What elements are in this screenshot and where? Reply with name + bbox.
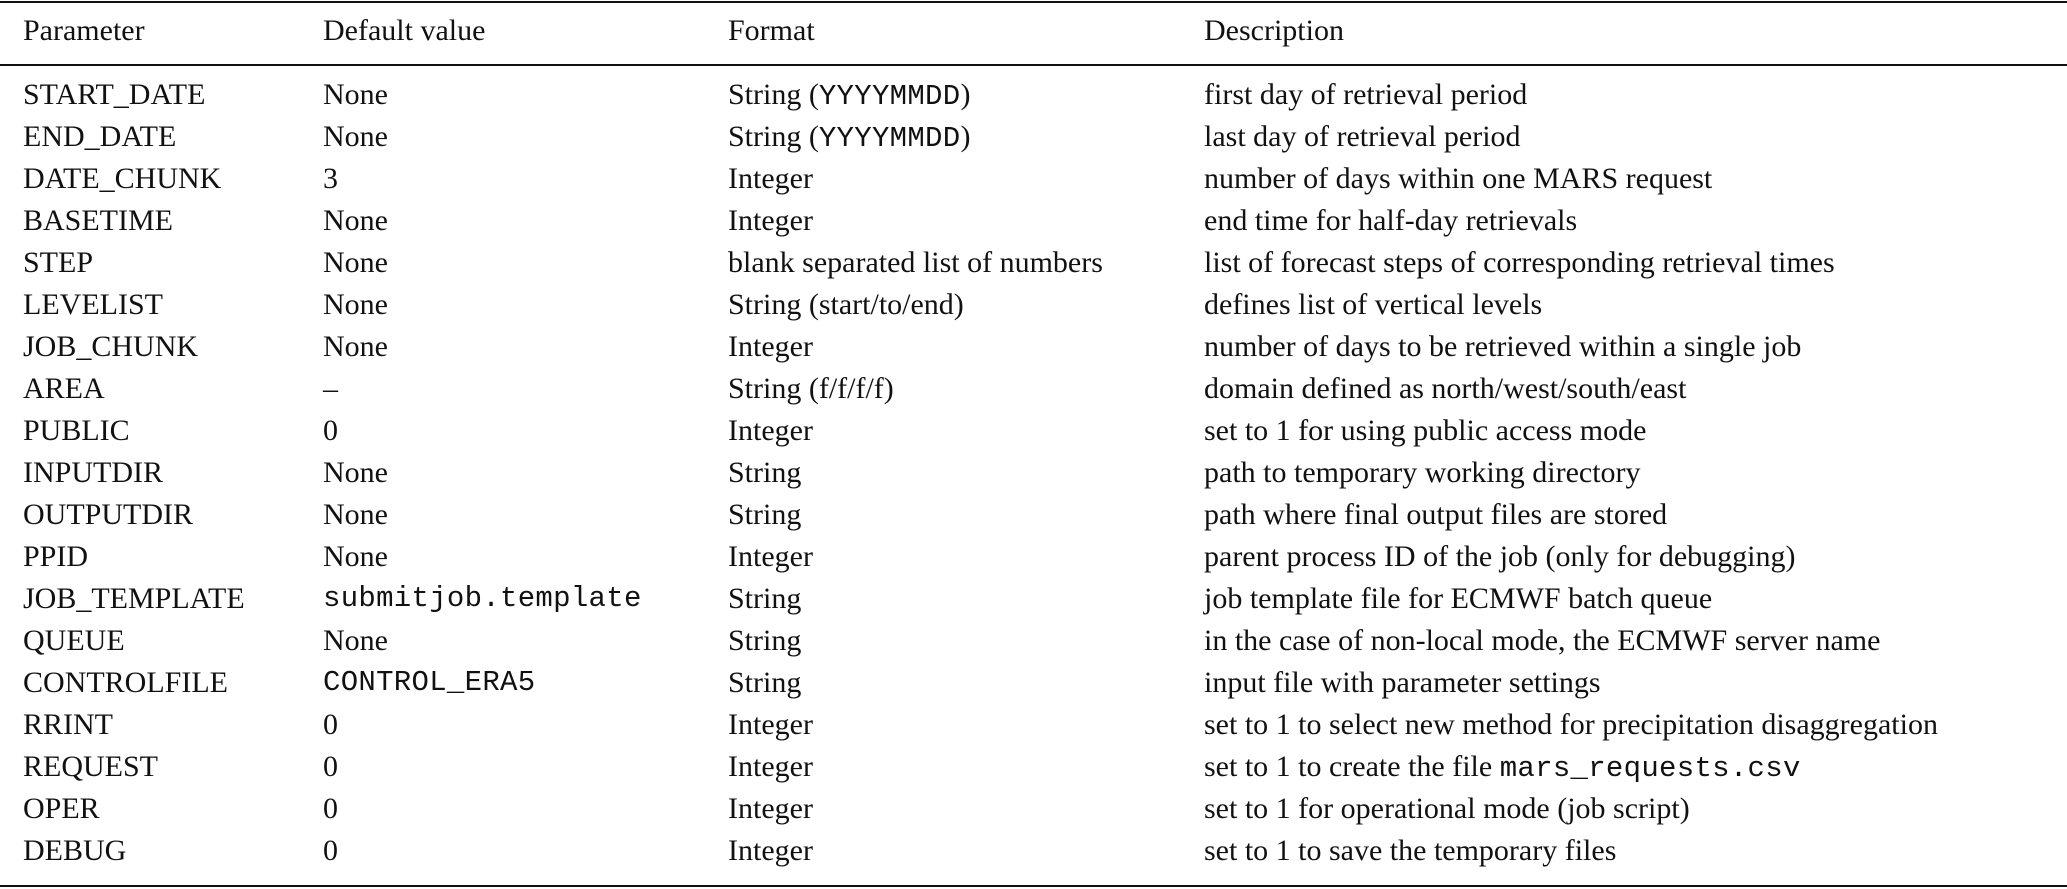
table-row bbox=[0, 368, 2067, 410]
cell-parameter: DEBUG bbox=[23, 834, 127, 867]
description-text: job template file for ECMWF batch queue bbox=[1204, 582, 1713, 615]
format-text: Integer bbox=[728, 750, 813, 783]
description-text: path where final output files are stored bbox=[1204, 498, 1668, 531]
format-text: String bbox=[728, 456, 802, 489]
format-text: String bbox=[728, 582, 802, 615]
description-text: path to temporary working directory bbox=[1204, 456, 1641, 489]
format-text: String bbox=[728, 498, 802, 531]
description-text: set to 1 for operational mode (job script) bbox=[1204, 792, 1690, 825]
cell-parameter: BASETIME bbox=[23, 204, 173, 237]
format-text: String bbox=[728, 624, 802, 657]
format-text: String bbox=[728, 666, 802, 699]
table-row bbox=[0, 494, 2067, 536]
cell-format bbox=[728, 284, 964, 326]
format-text: String (f/f/f/f) bbox=[728, 372, 894, 405]
table-row bbox=[0, 788, 2067, 830]
table-header-rule bbox=[0, 64, 2067, 66]
cell-description bbox=[1204, 788, 1690, 830]
cell-default-value: 0 bbox=[323, 792, 338, 825]
description-text: input file with parameter settings bbox=[1204, 666, 1601, 699]
cell-description bbox=[1204, 326, 1801, 368]
table-row bbox=[0, 326, 2067, 368]
cell-parameter: CONTROLFILE bbox=[23, 666, 228, 699]
table-row bbox=[0, 536, 2067, 578]
cell-parameter: PUBLIC bbox=[23, 414, 130, 447]
cell-default-value: None bbox=[323, 288, 388, 321]
table-row bbox=[0, 410, 2067, 452]
cell-parameter: RRINT bbox=[23, 708, 113, 741]
description-text: end time for half-day retrievals bbox=[1204, 204, 1578, 237]
format-text: Integer bbox=[728, 834, 813, 867]
cell-format bbox=[728, 242, 1103, 284]
table-row bbox=[0, 116, 2067, 158]
cell-parameter: END_DATE bbox=[23, 120, 177, 153]
format-text: blank separated list of numbers bbox=[728, 246, 1103, 279]
description-text: list of forecast steps of corresponding retrieval times bbox=[1204, 246, 1835, 279]
format-text-after: ) bbox=[960, 120, 971, 153]
format-text: Integer bbox=[728, 414, 813, 447]
cell-parameter: STEP bbox=[23, 246, 94, 279]
cell-format bbox=[728, 368, 894, 410]
description-text: set to 1 to save the temporary files bbox=[1204, 834, 1617, 867]
format-text: String (start/to/end) bbox=[728, 288, 964, 321]
cell-default-value: None bbox=[323, 204, 388, 237]
cell-format bbox=[728, 746, 813, 788]
format-code: YYYYMMDD bbox=[818, 80, 961, 113]
format-text: Integer bbox=[728, 708, 813, 741]
header-default-value: Default value bbox=[323, 14, 486, 47]
description-text: domain defined as north/west/south/east bbox=[1204, 372, 1687, 405]
cell-parameter: AREA bbox=[23, 372, 105, 405]
cell-parameter: OUTPUTDIR bbox=[23, 498, 193, 531]
cell-format bbox=[728, 662, 801, 704]
table-row bbox=[0, 284, 2067, 326]
table-row bbox=[0, 620, 2067, 662]
cell-description bbox=[1204, 578, 1712, 620]
cell-parameter: LEVELIST bbox=[23, 288, 163, 321]
cell-format bbox=[728, 494, 801, 536]
cell-format bbox=[728, 116, 970, 158]
cell-parameter: START_DATE bbox=[23, 78, 206, 111]
cell-parameter: OPER bbox=[23, 792, 100, 825]
cell-format bbox=[728, 74, 970, 116]
header-parameter: Parameter bbox=[23, 14, 145, 47]
cell-default-value: None bbox=[323, 330, 388, 363]
format-text: String ( bbox=[728, 78, 819, 111]
cell-default-value: None bbox=[323, 78, 388, 111]
cell-description bbox=[1204, 620, 1880, 662]
table-row bbox=[0, 200, 2067, 242]
format-text: String ( bbox=[728, 120, 819, 153]
cell-default-value: None bbox=[323, 120, 388, 153]
cell-description bbox=[1204, 746, 1801, 788]
cell-format bbox=[728, 452, 801, 494]
cell-description bbox=[1204, 200, 1577, 242]
cell-description bbox=[1204, 116, 1521, 158]
cell-default-value: None bbox=[323, 624, 388, 657]
cell-default-value: None bbox=[323, 540, 388, 573]
format-code: YYYYMMDD bbox=[818, 122, 961, 155]
cell-description bbox=[1204, 242, 1835, 284]
description-text: last day of retrieval period bbox=[1204, 120, 1521, 153]
description-text: set to 1 for using public access mode bbox=[1204, 414, 1647, 447]
cell-default-value: CONTROL_ERA5 bbox=[323, 666, 536, 699]
table-row bbox=[0, 746, 2067, 788]
cell-default-value: – bbox=[323, 372, 338, 405]
cell-description bbox=[1204, 368, 1686, 410]
table-row bbox=[0, 830, 2067, 872]
cell-description bbox=[1204, 158, 1712, 200]
cell-format bbox=[728, 788, 813, 830]
cell-description bbox=[1204, 74, 1527, 116]
format-text: Integer bbox=[728, 204, 813, 237]
cell-parameter: JOB_CHUNK bbox=[23, 330, 199, 363]
description-text: parent process ID of the job (only for debugging) bbox=[1204, 540, 1796, 573]
cell-format bbox=[728, 410, 813, 452]
cell-format bbox=[728, 200, 813, 242]
format-text: Integer bbox=[728, 330, 813, 363]
cell-parameter: INPUTDIR bbox=[23, 456, 163, 489]
cell-description bbox=[1204, 830, 1616, 872]
description-text: in the case of non-local mode, the ECMWF server name bbox=[1204, 624, 1881, 657]
description-text: set to 1 to select new method for precipitation disaggregation bbox=[1204, 708, 1938, 741]
header-format: Format bbox=[728, 14, 815, 47]
format-text-after: ) bbox=[960, 78, 971, 111]
cell-description bbox=[1204, 284, 1542, 326]
cell-description bbox=[1204, 662, 1601, 704]
description-text: defines list of vertical levels bbox=[1204, 288, 1543, 321]
cell-format bbox=[728, 578, 801, 620]
table-header-row bbox=[0, 0, 2067, 47]
cell-format bbox=[728, 158, 813, 200]
cell-parameter: REQUEST bbox=[23, 750, 158, 783]
cell-default-value: None bbox=[323, 498, 388, 531]
cell-parameter: JOB_TEMPLATE bbox=[23, 582, 245, 615]
cell-description bbox=[1204, 410, 1646, 452]
cell-default-value: None bbox=[323, 246, 388, 279]
table-bottom-rule bbox=[0, 885, 2067, 887]
table-row bbox=[0, 74, 2067, 116]
description-text: set to 1 to create the file bbox=[1204, 750, 1500, 783]
table-row bbox=[0, 242, 2067, 284]
header-description: Description bbox=[1204, 14, 1344, 47]
cell-parameter: PPID bbox=[23, 540, 89, 573]
format-text: Integer bbox=[728, 792, 813, 825]
cell-format bbox=[728, 326, 813, 368]
table-row bbox=[0, 704, 2067, 746]
description-code: mars_requests.csv bbox=[1499, 752, 1801, 785]
cell-format bbox=[728, 536, 813, 578]
cell-default-value: submitjob.template bbox=[323, 582, 642, 615]
cell-default-value: None bbox=[323, 456, 388, 489]
description-text: first day of retrieval period bbox=[1204, 78, 1528, 111]
cell-description bbox=[1204, 704, 1938, 746]
description-text: number of days to be retrieved within a single job bbox=[1204, 330, 1802, 363]
table-row bbox=[0, 452, 2067, 494]
format-text: Integer bbox=[728, 540, 813, 573]
cell-default-value: 3 bbox=[323, 162, 338, 195]
cell-description bbox=[1204, 494, 1667, 536]
cell-default-value: 0 bbox=[323, 834, 338, 867]
cell-description bbox=[1204, 536, 1796, 578]
cell-default-value: 0 bbox=[323, 414, 338, 447]
table-row bbox=[0, 578, 2067, 620]
cell-parameter: QUEUE bbox=[23, 624, 125, 657]
cell-default-value: 0 bbox=[323, 750, 338, 783]
description-text: number of days within one MARS request bbox=[1204, 162, 1713, 195]
cell-default-value: 0 bbox=[323, 708, 338, 741]
table-row bbox=[0, 662, 2067, 704]
cell-parameter: DATE_CHUNK bbox=[23, 162, 222, 195]
table-row bbox=[0, 158, 2067, 200]
cell-format bbox=[728, 704, 813, 746]
cell-description bbox=[1204, 452, 1641, 494]
format-text: Integer bbox=[728, 162, 813, 195]
cell-format bbox=[728, 620, 801, 662]
cell-format bbox=[728, 830, 813, 872]
